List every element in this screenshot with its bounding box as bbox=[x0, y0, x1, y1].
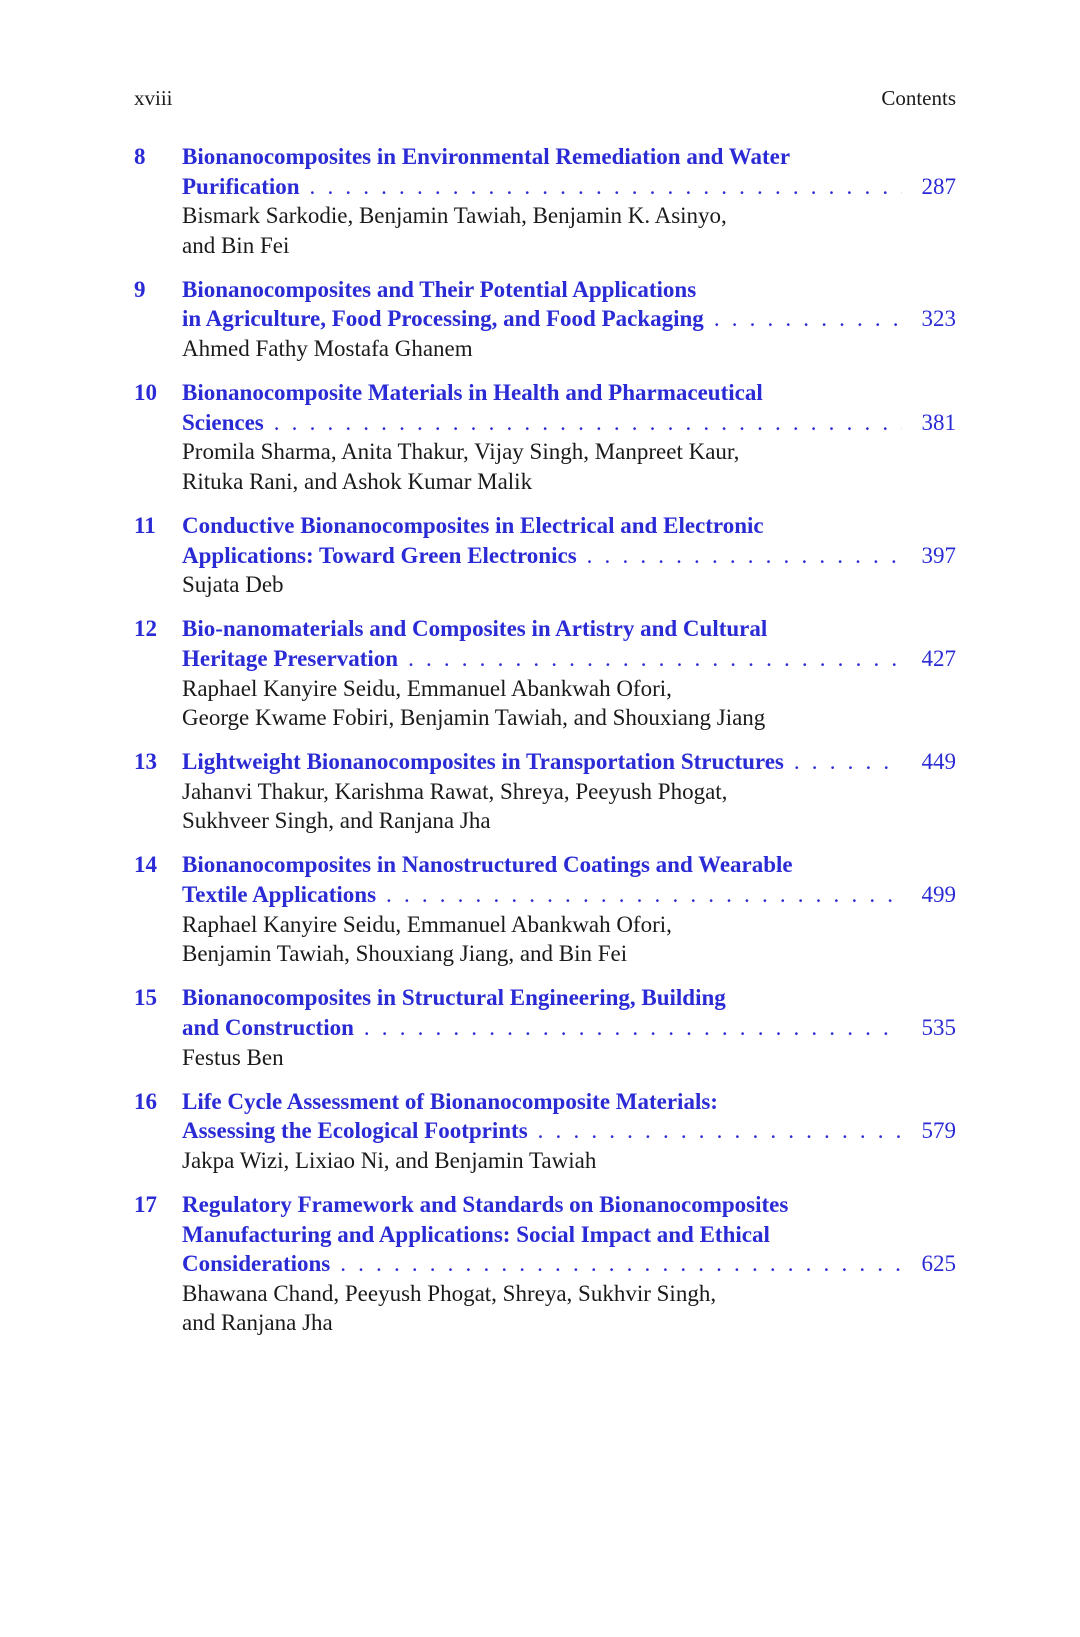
author-line: Bhawana Chand, Peeyush Phogat, Shreya, Sukhvir Singh, bbox=[182, 1280, 717, 1306]
chapter-title-link[interactable] bbox=[182, 614, 956, 673]
chapter-title-link[interactable] bbox=[182, 1190, 956, 1279]
chapter-title-line[interactable]: Sciences bbox=[182, 409, 264, 435]
toc-entry[interactable] bbox=[134, 1190, 956, 1338]
toc-entry[interactable] bbox=[134, 983, 956, 1072]
author-line: Sujata Deb bbox=[182, 572, 284, 598]
chapter-title-line[interactable]: Purification bbox=[182, 173, 300, 199]
chapter-title-line[interactable]: Regulatory Framework and Standards on Bionanocomposites bbox=[182, 1191, 789, 1217]
toc-entry[interactable] bbox=[134, 378, 956, 496]
page-number-link[interactable]: 427 bbox=[921, 645, 956, 671]
dot-leader bbox=[587, 541, 902, 571]
chapter-title-link[interactable] bbox=[182, 511, 956, 570]
page-number-link[interactable]: 323 bbox=[921, 306, 956, 332]
page-number-link[interactable]: 579 bbox=[921, 1118, 956, 1144]
chapter-title-row[interactable] bbox=[182, 541, 956, 571]
chapter-title-line[interactable]: Bionanocomposites in Environmental Remediation and Water bbox=[182, 144, 791, 169]
author-line: Rituka Rani, and Ashok Kumar Malik bbox=[182, 468, 533, 494]
chapter-title-line[interactable]: and Construction bbox=[182, 1014, 354, 1040]
dot-leader bbox=[364, 1013, 902, 1043]
chapter-title-link[interactable] bbox=[182, 142, 956, 201]
dot-leader bbox=[714, 304, 902, 334]
table-of-contents bbox=[134, 142, 956, 1352]
author-line: Raphael Kanyire Seidu, Emmanuel Abankwah Ofori, bbox=[182, 675, 672, 701]
author-line: Ahmed Fathy Mostafa Ghanem bbox=[182, 336, 473, 362]
chapter-title-row[interactable] bbox=[182, 747, 956, 777]
chapter-number[interactable]: 16 bbox=[134, 1088, 157, 1114]
chapter-title-link[interactable] bbox=[182, 850, 956, 909]
page-number-link[interactable]: 535 bbox=[921, 1014, 956, 1040]
dot-leader bbox=[408, 644, 902, 674]
chapter-authors bbox=[182, 437, 956, 496]
author-line: Jahanvi Thakur, Karishma Rawat, Shreya, Peeyush Phogat, bbox=[182, 778, 728, 804]
dot-leader bbox=[386, 880, 902, 910]
chapter-title-line[interactable]: Assessing the Ecological Footprints bbox=[182, 1118, 528, 1144]
chapter-title-line[interactable]: Lightweight Bionanocomposites in Transportation Structures bbox=[182, 749, 784, 775]
chapter-title-row[interactable] bbox=[182, 408, 956, 438]
page-number-link[interactable]: 397 bbox=[921, 542, 956, 568]
dot-leader bbox=[274, 408, 902, 438]
toc-entry[interactable] bbox=[134, 142, 956, 260]
chapter-title-row[interactable] bbox=[182, 1116, 956, 1146]
chapter-title-line[interactable]: Textile Applications bbox=[182, 882, 377, 908]
chapter-title-row[interactable] bbox=[182, 1013, 956, 1043]
page-number-link[interactable]: 625 bbox=[921, 1251, 956, 1277]
author-line: Sukhveer Singh, and Ranjana Jha bbox=[182, 808, 491, 834]
chapter-title-line[interactable]: Bionanocomposites in Structural Engineering, Building bbox=[182, 985, 726, 1011]
chapter-number[interactable]: 17 bbox=[134, 1191, 157, 1217]
page-folio: xviii bbox=[134, 86, 173, 110]
chapter-title-link[interactable] bbox=[182, 378, 956, 437]
toc-entry[interactable] bbox=[134, 614, 956, 732]
chapter-title-row[interactable] bbox=[182, 1249, 956, 1279]
chapter-title-line[interactable]: Applications: Toward Green Electronics bbox=[182, 542, 577, 568]
chapter-title-link[interactable] bbox=[182, 275, 956, 334]
page-number-link[interactable]: 449 bbox=[921, 749, 956, 775]
author-line: Benjamin Tawiah, Shouxiang Jiang, and Bin Fei bbox=[182, 941, 628, 967]
chapter-authors bbox=[182, 570, 956, 600]
chapter-number[interactable]: 12 bbox=[134, 616, 157, 642]
chapter-title-line[interactable]: Bionanocomposite Materials in Health and Pharmaceutical bbox=[182, 380, 763, 406]
chapter-title-line[interactable]: Heritage Preservation bbox=[182, 645, 399, 671]
toc-entry[interactable] bbox=[134, 1087, 956, 1176]
chapter-title-link[interactable] bbox=[182, 1087, 956, 1146]
chapter-authors bbox=[182, 201, 956, 260]
running-head bbox=[134, 84, 956, 112]
chapter-title-line[interactable]: Conductive Bionanocomposites in Electrical and Electronic bbox=[182, 513, 764, 539]
chapter-title-row[interactable] bbox=[182, 304, 956, 334]
chapter-authors bbox=[182, 910, 956, 969]
author-line: Raphael Kanyire Seidu, Emmanuel Abankwah Ofori, bbox=[182, 911, 672, 937]
chapter-number[interactable]: 8 bbox=[134, 144, 146, 169]
author-line: Promila Sharma, Anita Thakur, Vijay Singh, Manpreet Kaur, bbox=[182, 439, 740, 465]
toc-entry[interactable] bbox=[134, 850, 956, 968]
chapter-title-row[interactable] bbox=[182, 172, 956, 202]
chapter-title-line[interactable]: Bionanocomposites in Nanostructured Coatings and Wearable bbox=[182, 852, 793, 878]
chapter-title-link[interactable] bbox=[182, 983, 956, 1042]
chapter-title-row[interactable] bbox=[182, 644, 956, 674]
chapter-title-link[interactable] bbox=[182, 747, 956, 777]
chapter-number[interactable]: 9 bbox=[134, 276, 146, 302]
chapter-authors bbox=[182, 777, 956, 836]
page-number-link[interactable]: 287 bbox=[921, 173, 956, 199]
chapter-number[interactable]: 11 bbox=[134, 513, 156, 539]
chapter-authors bbox=[182, 334, 956, 364]
author-line: George Kwame Fobiri, Benjamin Tawiah, and Shouxiang Jiang bbox=[182, 705, 766, 731]
section-title: Contents bbox=[881, 86, 956, 110]
chapter-authors bbox=[182, 674, 956, 733]
chapter-title-line[interactable]: in Agriculture, Food Processing, and Food Packaging bbox=[182, 306, 704, 332]
chapter-title-line[interactable]: Bionanocomposites and Their Potential Applications bbox=[182, 276, 697, 302]
chapter-number[interactable]: 10 bbox=[134, 380, 157, 406]
chapter-authors bbox=[182, 1043, 956, 1073]
page-number-link[interactable]: 381 bbox=[921, 409, 956, 435]
toc-entry[interactable] bbox=[134, 511, 956, 600]
author-line: Jakpa Wizi, Lixiao Ni, and Benjamin Tawiah bbox=[182, 1147, 597, 1173]
chapter-number[interactable]: 15 bbox=[134, 985, 157, 1011]
chapter-title-row[interactable] bbox=[182, 880, 956, 910]
dot-leader bbox=[538, 1116, 902, 1146]
chapter-title-line[interactable]: Bio-nanomaterials and Composites in Artistry and Cultural bbox=[182, 616, 768, 642]
chapter-number[interactable]: 14 bbox=[134, 852, 157, 878]
dot-leader bbox=[794, 747, 902, 777]
dot-leader bbox=[310, 172, 902, 202]
chapter-authors bbox=[182, 1146, 956, 1176]
page-number-link[interactable]: 499 bbox=[921, 882, 956, 908]
author-line: Bismark Sarkodie, Benjamin Tawiah, Benjamin K. Asinyo, bbox=[182, 203, 727, 229]
author-line: Festus Ben bbox=[182, 1044, 284, 1070]
toc-entry[interactable] bbox=[134, 747, 956, 836]
author-line: and Bin Fei bbox=[182, 232, 290, 258]
chapter-authors bbox=[182, 1279, 956, 1338]
dot-leader bbox=[340, 1249, 902, 1279]
chapter-number[interactable]: 13 bbox=[134, 749, 157, 775]
chapter-title-line[interactable]: Life Cycle Assessment of Bionanocomposite Materials: bbox=[182, 1088, 718, 1114]
author-line: and Ranjana Jha bbox=[182, 1310, 333, 1336]
chapter-title-line[interactable]: Considerations bbox=[182, 1251, 331, 1277]
toc-entry[interactable] bbox=[134, 275, 956, 364]
chapter-title-line[interactable]: Manufacturing and Applications: Social Impact and Ethical bbox=[182, 1221, 770, 1247]
